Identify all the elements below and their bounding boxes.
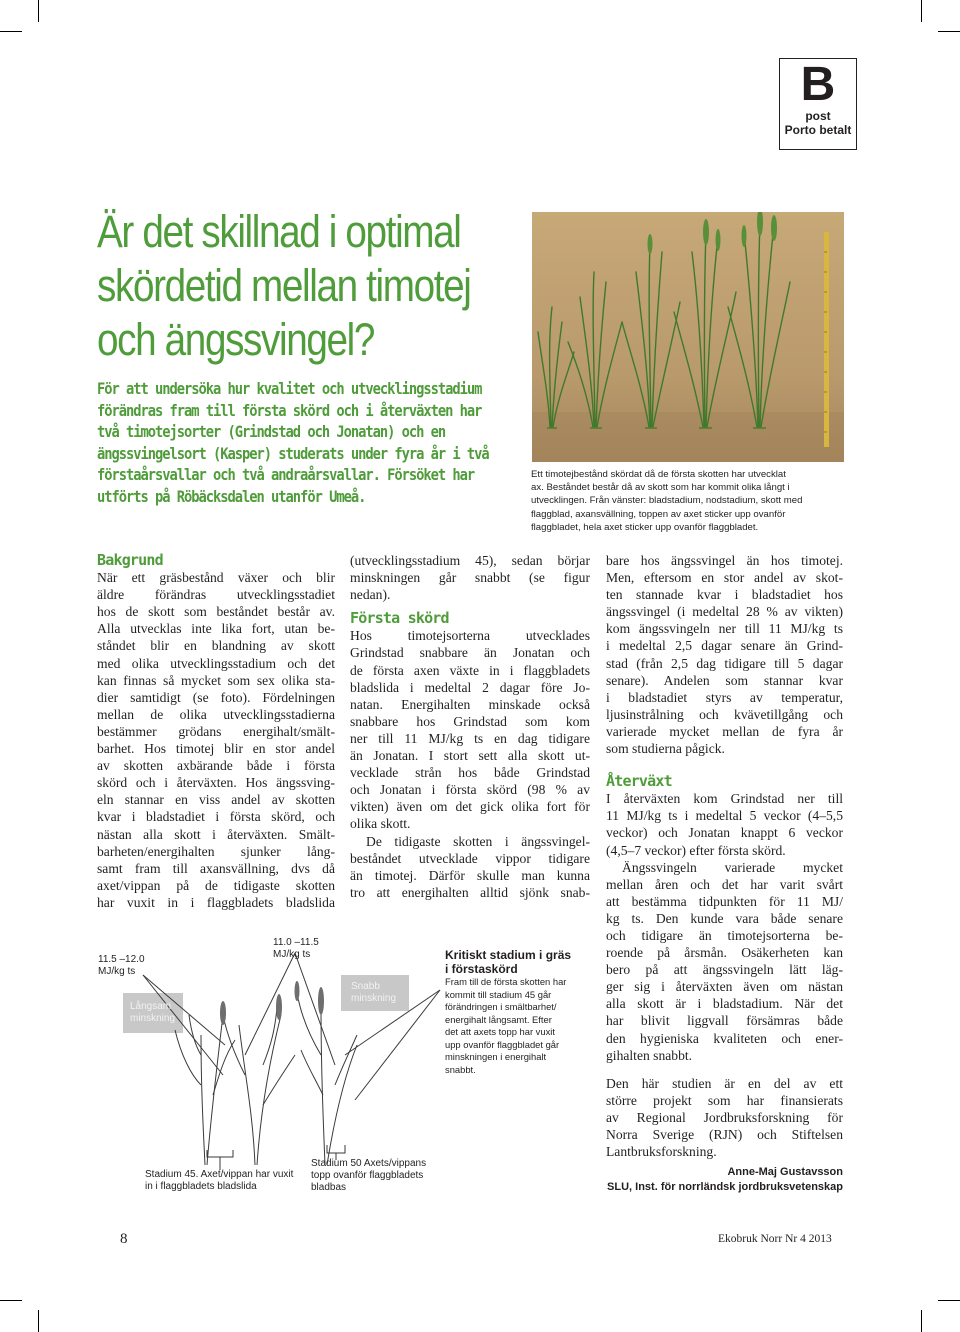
text-line: att bestämma tidpunkten för 11 MJ/ <box>606 893 843 909</box>
slow-decrease-label <box>130 1001 175 1025</box>
text-line: minskningen går snabbt (se figur <box>350 570 590 586</box>
text-line: vikten) även om det gick olika fort för <box>350 799 590 815</box>
postage-stamp <box>779 58 857 150</box>
article-title <box>97 205 527 367</box>
author-name: Anne-Maj Gustavsson <box>727 1166 843 1178</box>
label-line: 11.5 –12.0 <box>98 954 145 965</box>
stamp-line-porto: Porto betalt <box>784 123 852 137</box>
text-line: och tidigare än timotejsorterna be- <box>606 927 843 943</box>
text-line: kom ängssvingeln ner till 11 MJ/kg ts <box>606 621 843 637</box>
text-line: har vuxit in i flaggbladets bladslida <box>97 894 335 910</box>
text-line: av skotten axbärande både i första <box>97 758 335 774</box>
text-line: ger sig i återväxten även om nästan <box>606 979 843 995</box>
critical-stage-box <box>445 948 595 1076</box>
lead-line: utförts på Röbäcksdalen utanför Umeå. <box>97 486 366 506</box>
text-line: I återväxten kom Grindstad ner till <box>606 791 843 807</box>
growth-stage-diagram <box>95 935 475 1205</box>
text-line: i bladstadiet styrs av temperatur, <box>606 689 843 705</box>
text-line: ståndet blir en blandning av skott <box>97 638 335 654</box>
title-line: och ängssvingel? <box>97 314 375 365</box>
critical-line: snabbt. <box>445 1063 476 1075</box>
text-line: de första axen växte in i flaggbladets <box>350 662 590 678</box>
caption-line: ax. Beståndet består då av skott som har kommit olika långt i <box>531 482 790 494</box>
text-line: mellan åren och det har varit svårt <box>606 876 843 892</box>
label-line: Snabb <box>351 981 380 992</box>
crop-mark <box>938 31 960 32</box>
text-line: kvar i bladstadiet i första skörd, och <box>97 809 335 825</box>
stage-45-label <box>145 1169 293 1193</box>
text-line: stad (från 2,5 dag tidigare till 5 dagar <box>606 655 843 671</box>
label-line: MJ/kg ts <box>273 949 311 960</box>
photo-caption <box>531 468 849 534</box>
text-line: gihalten snabbt. <box>606 1047 693 1063</box>
text-line: (utvecklingsstadium 45), sedan börjar <box>350 553 590 568</box>
text-line: roende på årsmån. Osäkerheten kan <box>606 945 843 961</box>
critical-stage-heading: Kritiskt stadium i gräs <box>445 948 572 962</box>
text-line: tro att energihalten alltid sjönk snab- <box>350 884 590 900</box>
lead-line: förändras fram till första skörd och i återväxten har <box>97 400 482 420</box>
label-line: Långsam <box>130 1001 172 1012</box>
text-line: skörd och i återväxten. Hos ängssving- <box>97 775 335 791</box>
critical-stage-heading: i förstaskörd <box>445 962 518 976</box>
text-line: kg ts. Den kunde vara både senare <box>606 910 843 926</box>
text-line: Grindstad snabbare än Jonatan och <box>350 645 590 661</box>
text-line: nästan alla skott i återväxten. Smält- <box>97 826 335 842</box>
text-line: Alla utvecklas inte lika fort, utan be- <box>97 621 335 637</box>
signature <box>606 1165 843 1195</box>
page-number: 8 <box>120 1231 128 1247</box>
publication-footer: Ekobruk Norr Nr 4 2013 <box>718 1233 832 1245</box>
lead-line: För att undersöka hur kvalitet och utvecklingsstadium <box>97 379 482 398</box>
title-line: Är det skillnad i optimal <box>97 206 461 257</box>
caption-line: flaggbladet, hela axet sticker upp ovanför flaggbladet. <box>531 521 759 533</box>
text-line: ängssvingel (i medeltal 28 % av vikten) <box>606 604 843 620</box>
label-line: minskning <box>130 1013 176 1024</box>
caption-line: flaggblad, axansvällning, toppen av axet sticker upp ovanför <box>531 508 786 520</box>
text-line: med olika utvecklingsstadium och det <box>97 655 335 671</box>
critical-line: förändringen i smältbarhet/ <box>445 1001 557 1012</box>
section-heading-atervaxt: Återväxt <box>606 772 672 791</box>
text-line: bero på att ängssvingeln lätt läg- <box>606 962 843 978</box>
text-line: samt fram till axansvällning, dvs då <box>97 860 335 876</box>
label-line: 11.0 –11.5 <box>273 937 319 948</box>
critical-line: energihalt långsamt. Efter <box>445 1013 552 1025</box>
text-line: 11 MJ/kg ts i medeltal 5 veckor (4–5,5 <box>606 808 843 824</box>
text-line: bladslida i medeltal 2 dagar före Jo- <box>350 679 590 695</box>
text-line: De tidigaste skotten i ängssvingel- <box>366 833 590 849</box>
text-line: veckor) och Jonatan knappt 6 veckor <box>606 825 843 841</box>
text-line: olika skott. <box>350 816 411 832</box>
crop-mark <box>921 0 922 22</box>
text-line: äldre förändras utvecklingsstadiet <box>97 587 335 603</box>
crop-mark <box>38 1310 39 1332</box>
column-atervaxt <box>606 552 843 1160</box>
text-line: Norra Sverige (RJN) och Stiftelsen <box>606 1127 843 1142</box>
text-line: Den här studien är en del av ett <box>606 1075 843 1091</box>
label-mid-energy <box>273 937 319 961</box>
text-line: har blivit liggvall försämras både <box>606 1013 843 1029</box>
caption-line: Ett timotejbestånd skördat då de första skotten har utvecklat <box>531 469 786 480</box>
text-line: barheten/energihalten sjunker lång- <box>97 843 335 859</box>
critical-line: Fram till de första skotten har <box>445 976 567 987</box>
label-line: Stadium 45. Axet/vippan har vuxit <box>145 1169 294 1180</box>
text-line: Ängssvingeln varierade mycket <box>622 859 843 875</box>
label-line: bladbas <box>311 1182 347 1193</box>
text-line: När ett gräsbestånd växer och blir <box>97 570 335 586</box>
lead-line: två timotejsorter (Grindstad och Jonatan) och en <box>97 422 446 441</box>
title-line: skördetid mellan timotej <box>97 260 471 311</box>
critical-line: upp ovanför flaggbladet går <box>445 1038 560 1050</box>
text-line: större projekt som har finansierats <box>606 1092 843 1108</box>
critical-line: kommit till stadium 45 går <box>445 988 552 1000</box>
label-line: minskning <box>351 993 397 1004</box>
text-line: axet/vippan på de tidigaste skotten <box>97 877 335 893</box>
text-line: Lantbruksforskning. <box>606 1144 717 1160</box>
stamp-line-post: post <box>805 109 831 123</box>
text-line: natan. Energihalten minskade också <box>350 696 590 712</box>
text-line: bestämmer grödans energihalt/smält- <box>97 723 335 739</box>
text-line: bare hos ängssvingel än hos timotej. <box>606 553 843 568</box>
label-line: in i flaggbladets bladslida <box>145 1181 257 1192</box>
text-line: ljusinstrålning och kvävetillgång och <box>606 706 843 722</box>
label-line: MJ/kg ts <box>98 966 136 977</box>
stamp-letter: B <box>800 58 836 111</box>
crop-mark <box>38 0 39 22</box>
text-line: nedan). <box>350 587 391 603</box>
text-line: Hos timotejsorterna utvecklades <box>350 628 590 644</box>
text-line: snabbare hos Grindstad som kom <box>350 713 590 729</box>
section-heading-bakgrund: Bakgrund <box>97 551 163 569</box>
text-line: i medeltal 2,5 dagar senare än Grind- <box>606 638 843 654</box>
text-line: hos de skott som beståndet består av. <box>97 604 335 620</box>
fast-decrease-label <box>351 981 396 1005</box>
text-line: eln stannar en viss andel av skotten <box>97 792 335 808</box>
caption-line: utvecklingen. Från vänster: bladstadium, nodstadium, skott med <box>531 495 803 507</box>
text-line: ner till 11 MJ/kg ts en dag tidigare <box>350 730 590 746</box>
section-heading-forsta-skord: Första skörd <box>350 609 449 628</box>
text-line: (4,5–7 veckor) efter första skörd. <box>606 842 786 858</box>
lead-paragraph <box>97 378 544 507</box>
critical-line: minskningen i energihalt <box>445 1051 547 1062</box>
label-line: Stadium 50 Axets/vippans <box>311 1158 427 1169</box>
text-line: Men, eftersom en stor andel av skot- <box>606 570 843 586</box>
text-line: av Regional Jordbruksforskning för <box>606 1109 843 1125</box>
label-line: topp ovanför flaggbladets <box>311 1170 424 1181</box>
column-bakgrund <box>97 552 335 911</box>
text-line: alla skott är i bladstadium. När det <box>606 996 843 1012</box>
stage-50-label <box>311 1158 426 1194</box>
column-forsta-skord <box>350 552 590 901</box>
text-line: beståndet utvecklade vippor tidigare <box>350 850 590 866</box>
crop-mark <box>0 1300 22 1301</box>
timothy-stand-photo <box>532 212 844 462</box>
critical-line: det att axets topp har vuxit <box>445 1026 555 1037</box>
text-line: som studierna pågick. <box>606 741 725 757</box>
text-line: än Jonatan. I stort sett alla skott ut- <box>350 748 590 764</box>
text-line: vecklade strån hos både Grindstad <box>350 765 590 781</box>
text-line: kan finnas så mycket som sex olika sta- <box>97 672 335 688</box>
author-affiliation: SLU, Inst. för norrländsk jordbruksvetenskap <box>607 1181 843 1193</box>
text-line: ten stannade kvar i bladstadiet hos <box>606 587 843 603</box>
text-line: dier samtidigt (se foto). Fördelningen <box>97 689 335 705</box>
text-line: varierade mycket mellan de fyra år <box>606 723 843 739</box>
text-line: mellan de olika utvecklingsstadierna <box>97 706 335 722</box>
lead-line: förstaårsvallar och två andraårsvallar. Försöket har <box>97 465 475 484</box>
text-line: barhet. Hos timotej blir en stor andel <box>97 741 335 757</box>
text-line: den hygieniska kvaliteten och ener- <box>606 1030 843 1046</box>
crop-mark <box>0 31 22 32</box>
text-line: senare). Andelen som stannar kvar <box>606 672 843 688</box>
text-line: än timotej. Därför skulle man kunna <box>350 867 590 883</box>
crop-mark <box>921 1310 922 1332</box>
text-line: och Jonatan i första skörd (98 % av <box>350 782 590 798</box>
label-high-energy <box>98 954 145 978</box>
lead-line: ängssvingelsort (Kasper) studerats under fyra år i två <box>97 443 489 463</box>
crop-mark <box>938 1300 960 1301</box>
